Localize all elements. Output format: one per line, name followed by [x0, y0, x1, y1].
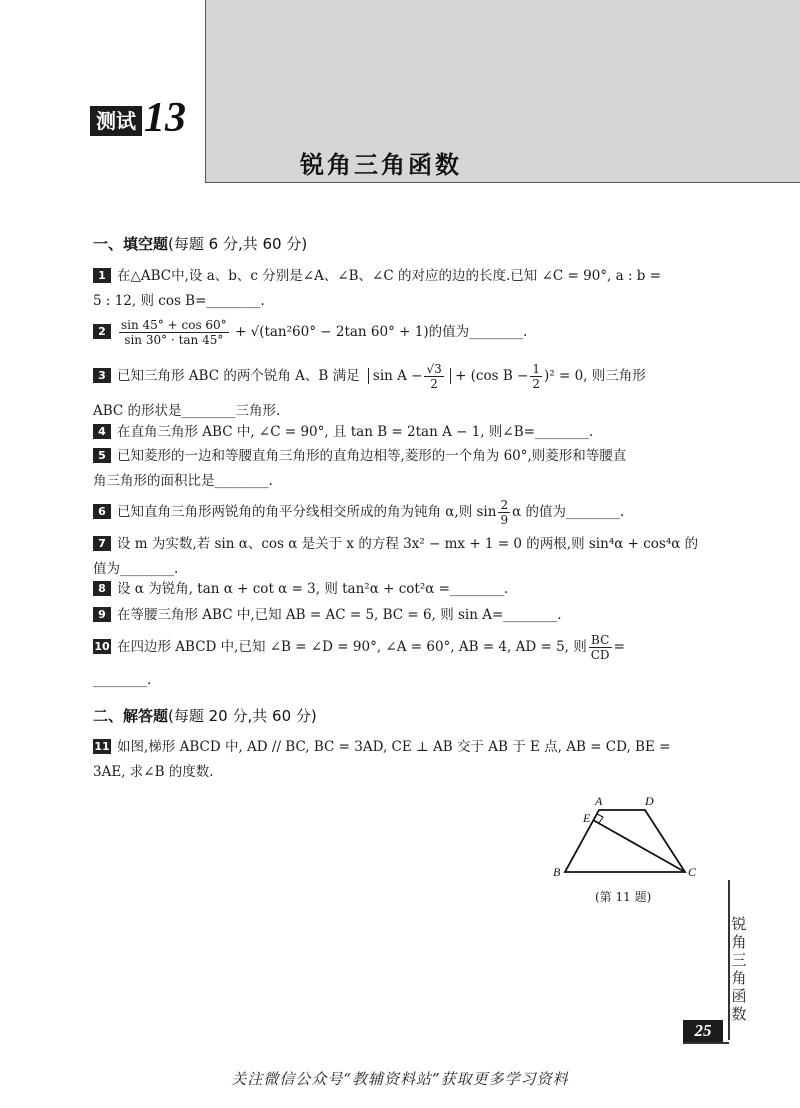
fraction-denominator: sin 30° · tan 45° [124, 333, 224, 347]
question-number: 6 [93, 504, 111, 519]
side-chapter-title: 锐角三角函数 [731, 915, 747, 1023]
question-9-text: 在等腰三角形 ABC 中,已知 AB = AC = 5, BC = 6, 则 sin A=________. [117, 607, 562, 623]
question-7 [93, 532, 713, 582]
question-4-text: 在直角三角形 ABC 中, ∠C = 90°, 且 tan B = 2tan A − 1, 则∠B=________. [117, 424, 594, 440]
question-10-pre: 在四边形 ABCD 中,已知 ∠B = ∠D = 90°, ∠A = 60°, AB = 4, AD = 5, 则 [117, 639, 587, 655]
question-3 [93, 362, 713, 424]
question-7-line2: 值为________. [93, 561, 179, 577]
question-3-pre: 已知三角形 ABC 的两个锐角 A、B 满足 [117, 368, 360, 384]
section-2-title: 二、解答题 [93, 707, 169, 725]
question-2-text: + √(tan²60° − 2tan 60° + 1)的值为________. [234, 324, 528, 340]
label-c: C [688, 865, 697, 879]
label-e: E [583, 811, 591, 825]
label-d: D [645, 794, 654, 808]
segment-ce [593, 820, 685, 872]
question-8 [93, 577, 713, 602]
question-3-mid: + (cos B − [455, 368, 529, 384]
question-number: 3 [93, 368, 111, 383]
question-number: 4 [93, 424, 111, 439]
question-1-line2: 5 : 12, 则 cos B=________. [93, 293, 265, 309]
fraction [530, 362, 542, 391]
question-2 [93, 318, 713, 347]
fraction-numerator: sin 45° + cos 60° [121, 318, 227, 332]
question-10-line2: ________. [93, 672, 152, 688]
question-number: 10 [94, 640, 110, 653]
fraction [119, 318, 229, 347]
section-1-note: (每题 6 分,共 60 分) [168, 235, 308, 253]
question-4 [93, 420, 713, 445]
question-10 [93, 633, 713, 693]
fraction-denominator: CD [590, 648, 610, 662]
header-band [205, 0, 800, 183]
label-b: B [553, 865, 561, 879]
question-6 [93, 498, 713, 527]
question-number: 7 [93, 536, 111, 551]
section-1-title: 一、填空题 [93, 235, 169, 253]
question-1 [93, 264, 713, 314]
section-2-note: (每题 20 分,共 60 分) [168, 707, 317, 725]
question-6-post: α 的值为________. [512, 504, 625, 520]
absolute-value [368, 362, 451, 391]
question-3-line2: ABC 的形状是________三角形. [93, 403, 281, 419]
question-5 [93, 444, 713, 494]
test-badge [90, 95, 186, 141]
label-a: A [595, 794, 603, 808]
chapter-title: 锐角三角函数 [300, 151, 462, 179]
section-1-heading [93, 233, 307, 254]
question-number: 5 [93, 448, 111, 463]
question-5-line2: 角三角形的面积比是________. [93, 473, 273, 489]
page-number: 25 [683, 1020, 723, 1042]
right-angle-mark [597, 814, 603, 823]
trapezoid-figure [545, 792, 705, 887]
question-5-line1: 已知菱形的一边和等腰直角三角形的直角边相等,菱形的一个角为 60°,则菱形和等腰直 [117, 448, 627, 464]
question-number: 2 [93, 324, 111, 339]
question-number: 11 [94, 740, 110, 753]
question-11-line1: 如图,梯形 ABCD 中, AD // BC, BC = 3AD, CE ⊥ AB 交于 AB 于 E 点, AB = CD, BE = [117, 739, 671, 755]
fraction-numerator: 2 [500, 498, 509, 512]
question-3-post: )² = 0, 则三角形 [544, 368, 646, 384]
fraction-numerator: 1 [532, 362, 541, 376]
question-1-line1: 在△ABC中,设 a、b、c 分别是∠A、∠B、∠C 的对应的边的长度.已知 ∠C = 90°, a : b = [117, 268, 662, 284]
fraction [589, 633, 612, 662]
fraction [498, 498, 510, 527]
page-number-rule [683, 1042, 729, 1044]
fraction-numerator: BC [589, 633, 612, 648]
section-2-heading [93, 705, 317, 726]
abs-expression: sin A − [372, 368, 423, 384]
question-11 [93, 735, 713, 785]
question-8-text: 设 α 为锐角, tan α + cot α = 3, 则 tan²α + cot²α =________. [117, 581, 509, 597]
question-10-post: = [613, 639, 625, 655]
fraction-denominator: 9 [500, 513, 509, 527]
question-7-line1: 设 m 为实数,若 sin α、cos α 是关于 x 的方程 3x² − mx + 1 = 0 的两根,则 sin⁴α + cos⁴α 的 [117, 536, 699, 552]
test-number: 13 [144, 95, 186, 141]
fraction-denominator: 2 [430, 377, 438, 391]
question-number: 8 [93, 581, 111, 596]
question-number: 9 [93, 607, 111, 622]
question-9 [93, 603, 713, 628]
test-label: 测试 [90, 106, 142, 136]
question-11-line2: 3AE, 求∠B 的度数. [93, 764, 214, 780]
fraction-denominator: 2 [532, 377, 541, 391]
fraction-numerator: √3 [426, 362, 442, 376]
fraction [424, 362, 443, 391]
figure-caption: (第 11 题) [595, 890, 652, 904]
footer-note: 关注微信公众号“教辅资料站”获取更多学习资料 [231, 1070, 569, 1088]
question-number: 1 [93, 268, 111, 283]
question-6-pre: 已知直角三角形两锐角的角平分线相交所成的角为钝角 α,则 sin [117, 504, 497, 520]
